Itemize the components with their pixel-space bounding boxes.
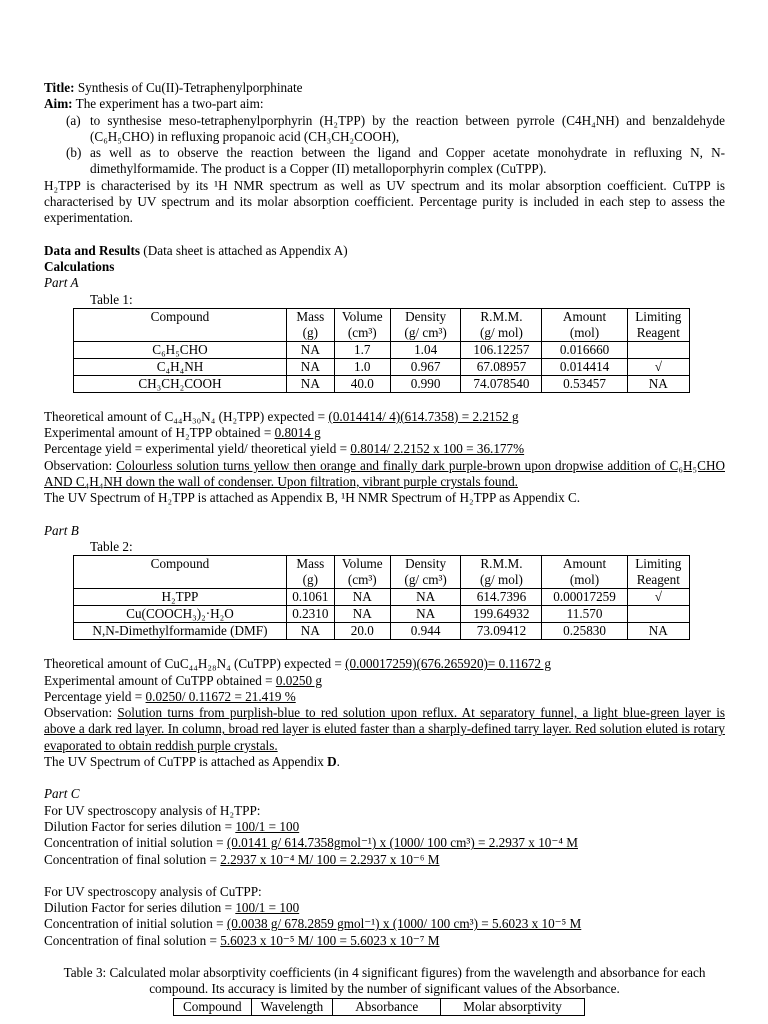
table-cell: NA [286, 341, 334, 358]
part-b-experimental-value: 0.0250 g [275, 672, 322, 688]
part-b-yield-value: 0.0250/ 0.11672 = 21.419 % [145, 688, 296, 704]
table-cell: 67.08957 [461, 358, 542, 375]
aim-item-marker: (a) [66, 112, 81, 128]
table-header-cell: Compound [74, 556, 287, 589]
aim-item-marker: (b) [66, 145, 82, 161]
document-page [44, 80, 725, 1016]
table-cell: NA [390, 606, 461, 623]
table3-caption: Table 3: Calculated molar absorptivity coefficients (in 4 significant figures) from the wavelength and absorbance for each compound. Its accuracy is limited by the number of significant values of the Absorbance. [63, 964, 706, 997]
table-header-cell: Wavelength [251, 998, 333, 1015]
table-cell [627, 341, 689, 358]
data-results-label: Data and Results [44, 242, 140, 258]
table-cell: √ [627, 358, 689, 375]
table-cell: 1.04 [390, 341, 461, 358]
table-cell: 0.25830 [542, 623, 627, 640]
part-b-theoretical-value: (0.00017259)(676.265920)= 0.11672 g [345, 656, 551, 672]
table-cell: NA [390, 589, 461, 606]
title-text: Synthesis of Cu(II)-Tetraphenylporphinate [74, 80, 303, 95]
table-row [74, 589, 690, 606]
table-header-cell: R.M.M. (g/ mol) [461, 308, 542, 341]
table-cell: 73.09412 [461, 623, 542, 640]
table2-caption: Table 2: [90, 538, 133, 554]
table-header-cell: Limiting Reagent [627, 556, 689, 589]
part-b-experimental: Experimental amount of CuTPP obtained = 0.0250 g [44, 672, 322, 688]
aim-item-text: as well as to observe the reaction between the ligand and Copper acetate monohydrate in refluxing N, N-dimethylformamide. The product is a Copper (II) metalloporphyrin complex (CuTPP). [90, 145, 725, 177]
table-cell: 199.64932 [461, 606, 542, 623]
table-cell: C₄H₄NH [74, 358, 287, 375]
table-cell: 1.0 [334, 358, 390, 375]
cutpp-final-concentration: Concentration of final solution = 5.6023 x 10⁻⁵ M/ 100 = 5.6023 x 10⁻⁷ M [44, 932, 440, 948]
part-b-heading: Part B [44, 522, 79, 538]
table-header-cell: Molar absorptivity [441, 998, 585, 1015]
table-cell: 614.7396 [461, 589, 542, 606]
calculations-heading: Calculations [44, 258, 115, 274]
table-row [74, 358, 690, 375]
aim-list [44, 113, 725, 178]
part-a-heading: Part A [44, 275, 79, 291]
table-cell: 0.990 [390, 375, 461, 392]
part-a-theoretical: Theoretical amount of C₄₄H₃₀N₄ (H₂TPP) expected = (0.014414/ 4)(614.7358) = 2.2152 g [44, 408, 519, 424]
table-cell: 0.944 [390, 623, 461, 640]
table1-header-row [74, 308, 690, 341]
aim-item-a [44, 113, 725, 146]
part-b-theoretical: Theoretical amount of CuC₄₄H₂₈N₄ (CuTPP) expected = (0.00017259)(676.265920)= 0.11672 g [44, 656, 551, 672]
table-cell: 0.1061 [286, 589, 334, 606]
table-cell: 106.12257 [461, 341, 542, 358]
title-label: Title: [44, 80, 75, 95]
table1-caption: Table 1: [90, 291, 133, 307]
part-a-theoretical-value: (0.014414/ 4)(614.7358) = 2.2152 g [328, 408, 519, 424]
h2tpp-dilution: Dilution Factor for series dilution = 100/1 = 100 [44, 818, 300, 834]
part-a-observation: Observation: Colourless solution turns yellow then orange and finally dark purple-brown upon dropwise addition of C₆H₅CHO AND C₄H₄NH down the wall of condenser. Upon filtration, vibrant purple crystals found. [44, 457, 725, 490]
table-cell: 0.2310 [286, 606, 334, 623]
h2tpp-intro: For UV spectroscopy analysis of H₂TPP: [44, 802, 261, 818]
table2-header-row [74, 556, 690, 589]
table-header-cell: Volume (cm³) [334, 308, 390, 341]
table-cell: CH₃CH₂COOH [74, 375, 287, 392]
table-cell: 0.967 [390, 358, 461, 375]
part-b-observation: Observation: Solution turns from purplish-blue to red solution upon reflux. At separatory funnel, a light blue-green layer is above a dark red layer. In column, broad red layer is eluted faster than a sharply-defined tarry layer. Red solution eluted is rotary evaporated to obtain reddish purple crystals. [44, 705, 725, 753]
table-header-cell: Absorbance [333, 998, 441, 1015]
h2tpp-final-concentration: Concentration of final solution = 2.2937 x 10⁻⁴ M/ 100 = 2.2937 x 10⁻⁶ M [44, 851, 440, 867]
table-row [74, 623, 690, 640]
table-cell: 1.7 [334, 341, 390, 358]
table-header-cell: Amount (mol) [542, 308, 627, 341]
table-cell: 11.570 [542, 606, 627, 623]
part-a-yield-value: 0.8014/ 2.2152 x 100 = 36.177% [350, 441, 525, 457]
data-results-line [44, 243, 725, 259]
table3 [173, 998, 585, 1016]
table-row [74, 375, 690, 392]
aim-item-text: to synthesise meso-tetraphenylporphyrin (H₂TPP) by the reaction between pyrrole (C4H₄NH) and benzaldehyde (C₆H₅CHO) in refluxing propanoic acid (CH₃CH₂COOH), [90, 112, 725, 144]
table-cell: NA [334, 606, 390, 623]
cutpp-dilution: Dilution Factor for series dilution = 100/1 = 100 [44, 900, 300, 916]
table-cell: Cu(COOCH₃)₂·H₂O [74, 606, 287, 623]
table-cell: 0.00017259 [542, 589, 627, 606]
aim-summary: H₂TPP is characterised by its ¹H NMR spectrum as well as UV spectrum and its molar absorption coefficient. CuTPP is characterised by UV spectrum and its molar absorption coefficient. Percentage purity is included in each step to assess the experimentation. [44, 177, 725, 226]
table-cell: H₂TPP [74, 589, 287, 606]
part-a-experimental: Experimental amount of H₂TPP obtained = 0.8014 g [44, 425, 321, 441]
table-header-cell: Volume (cm³) [334, 556, 390, 589]
aim-label: Aim: [44, 96, 73, 112]
table-cell: NA [334, 589, 390, 606]
h2tpp-initial-concentration: Concentration of initial solution = (0.0141 g/ 614.7358gmol⁻¹) x (1000/ 100 cm³) = 2.2937 x 10⁻⁴ M [44, 835, 578, 851]
table-cell: NA [286, 375, 334, 392]
part-b-yield: Percentage yield = 0.0250/ 0.11672 = 21.419 % [44, 688, 296, 704]
table-cell: N,N-Dimethylformamide (DMF) [74, 623, 287, 640]
table-row [74, 341, 690, 358]
table-cell: NA [627, 375, 689, 392]
table-header-cell: R.M.M. (g/ mol) [461, 556, 542, 589]
table-cell: 0.016660 [542, 341, 627, 358]
part-b-appendix-note: The UV Spectrum of CuTPP is attached as Appendix D. [44, 754, 340, 770]
table2 [73, 555, 690, 640]
table-cell [627, 606, 689, 623]
table1 [73, 308, 690, 393]
table-header-cell: Density (g/ cm³) [390, 556, 461, 589]
data-results-text: (Data sheet is attached as Appendix A) [140, 242, 348, 258]
table-cell: NA [286, 358, 334, 375]
part-a-appendix-note: The UV Spectrum of H₂TPP is attached as Appendix B, ¹H NMR Spectrum of H₂TPP as Appendix C. [44, 490, 581, 506]
table-header-cell: Limiting Reagent [627, 308, 689, 341]
table-cell: 20.0 [334, 623, 390, 640]
table-header-cell: Compound [174, 998, 252, 1015]
table-cell: NA [286, 623, 334, 640]
part-a-yield: Percentage yield = experimental yield/ theoretical yield = 0.8014/ 2.2152 x 100 = 36.177% [44, 441, 525, 457]
table-row [74, 606, 690, 623]
table-header-cell: Mass (g) [286, 308, 334, 341]
table-header-cell: Mass (g) [286, 556, 334, 589]
table-cell: √ [627, 589, 689, 606]
part-a-observation-text: Colourless solution turns yellow then orange and finally dark purple-brown upon dropwise addition of C₆H₅CHO AND C₄H₄NH down the wall of condenser. Upon filtration, vibrant purple crystals found. [44, 457, 725, 490]
table-header-cell: Compound [74, 308, 287, 341]
table-header-cell: Density (g/ cm³) [390, 308, 461, 341]
table-cell: 40.0 [334, 375, 390, 392]
aim-item-b [44, 145, 725, 178]
table-cell: NA [627, 623, 689, 640]
cutpp-initial-concentration: Concentration of initial solution = (0.0038 g/ 678.2859 gmol⁻¹) x (1000/ 100 cm³) = 5.6023 x 10⁻⁵ M [44, 916, 582, 932]
aim-text: The experiment has a two-part aim: [72, 96, 264, 112]
cutpp-intro: For UV spectroscopy analysis of CuTPP: [44, 883, 262, 899]
table-cell: 0.53457 [542, 375, 627, 392]
table-cell: 74.078540 [461, 375, 542, 392]
table-cell: C₆H₅CHO [74, 341, 287, 358]
aim-line [44, 96, 725, 112]
table-header-cell: Amount (mol) [542, 556, 627, 589]
table-cell: 0.014414 [542, 358, 627, 375]
part-b-observation-text: Solution turns from purplish-blue to red solution upon reflux. At separatory funnel, a light blue-green layer is above a dark red layer. In column, broad red layer is eluted faster than a sharply-defined tarry layer. Red solution eluted is rotary evaporated to obtain reddish purple crystals. [44, 705, 725, 753]
part-c-heading: Part C [44, 786, 80, 802]
part-a-experimental-value: 0.8014 g [274, 425, 321, 441]
table3-header-row [174, 998, 585, 1015]
title-line [44, 80, 725, 96]
